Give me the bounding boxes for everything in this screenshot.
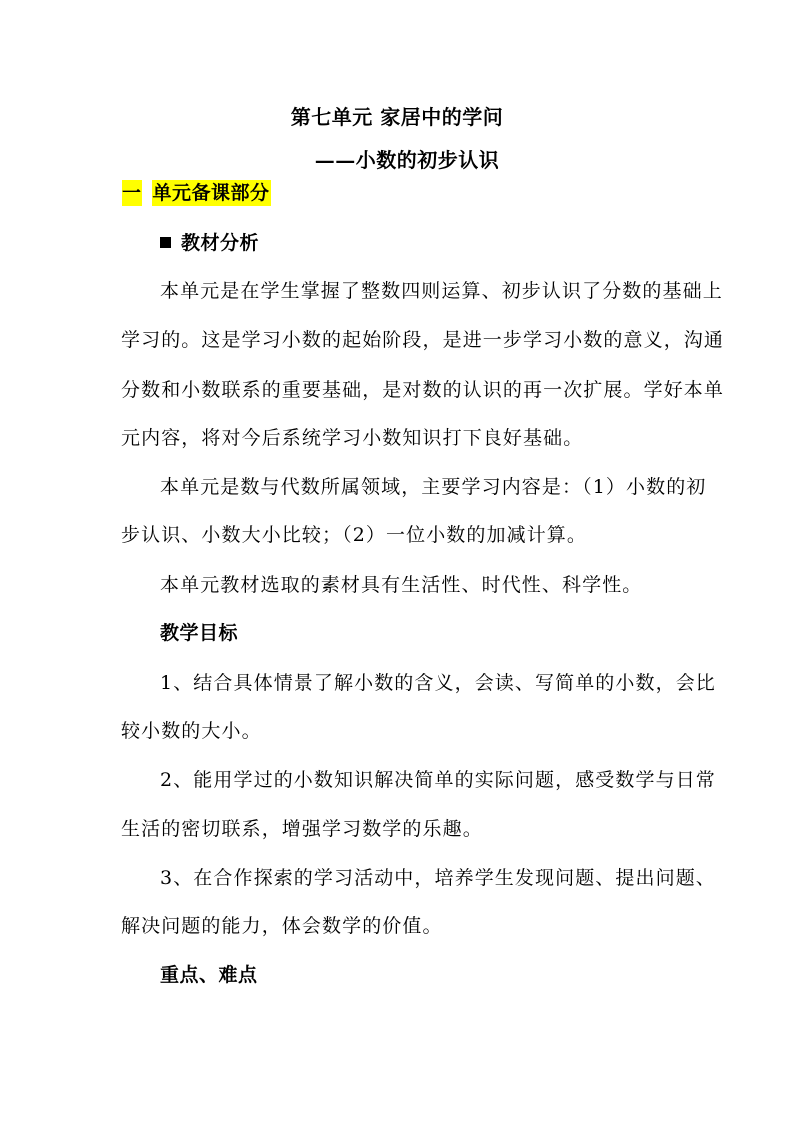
goal-line: 生活的密切联系，增强学习数学的乐趣。	[121, 818, 483, 840]
paragraph-line: 学习的。这是学习小数的起始阶段，是进一步学习小数的意义，沟通	[121, 329, 725, 351]
document-title: 第七单元 家居中的学问	[290, 105, 504, 129]
paragraph-line: 本单元教材选取的素材具有生活性、时代性、科学性。	[160, 574, 643, 596]
key-points-heading: 重点、难点	[160, 964, 258, 986]
goal-line: 解决问题的能力，体会数学的价值。	[121, 915, 443, 937]
square-bullet-icon	[160, 237, 171, 248]
paragraph-line: 本单元是数与代数所属领域，主要学习内容是：（1）小数的初	[160, 476, 707, 498]
document-subtitle: ——小数的初步认识	[314, 148, 500, 172]
paragraph-line: 本单元是在学生掌握了整数四则运算、初步认识了分数的基础上	[160, 280, 723, 302]
goal-line: 2、能用学过的小数知识解决简单的实际问题，感受数学与日常	[160, 769, 716, 791]
section-marker: 一	[122, 182, 142, 204]
material-analysis-heading	[160, 230, 259, 256]
goal-line: 3、在合作探索的学习活动中，培养学生发现问题、提出问题、	[160, 867, 716, 889]
paragraph-line: 分数和小数联系的重要基础，是对数的认识的再一次扩展。学好本单	[121, 379, 725, 401]
goal-line: 较小数的大小。	[121, 720, 262, 742]
teaching-goals-heading: 教学目标	[160, 622, 239, 644]
material-analysis-label: 教材分析	[181, 232, 260, 254]
paragraph-line: 元内容，将对今后系统学习小数知识打下良好基础。	[121, 427, 584, 449]
paragraph-line: 步认识、小数大小比较；（2）一位小数的加减计算。	[121, 524, 587, 546]
section-label: 单元备课部分	[152, 182, 270, 204]
section-heading	[122, 180, 271, 206]
goal-line: 1、结合具体情景了解小数的含义，会读、写简单的小数，会比	[160, 672, 716, 694]
